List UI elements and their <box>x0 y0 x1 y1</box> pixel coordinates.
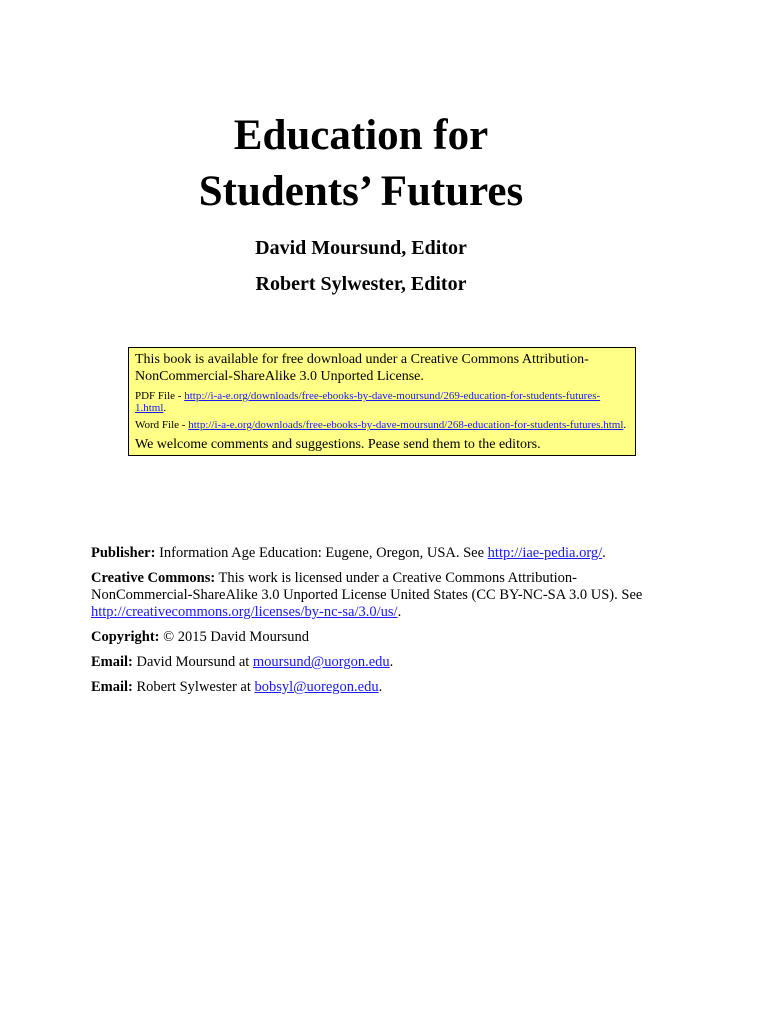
publication-info <box>91 545 651 704</box>
email2-label: Email: <box>91 679 133 695</box>
pdf-file-label: PDF File - <box>135 390 185 402</box>
title-line-2: Students’ Futures <box>198 168 524 215</box>
email-line-2 <box>91 679 651 696</box>
publisher-link[interactable]: http://iae-pedia.org/ <box>487 545 603 561</box>
pdf-period: . <box>163 402 167 414</box>
email1-period: . <box>389 654 394 670</box>
cc-period: . <box>397 604 402 620</box>
publisher-text: Information Age Education: Eugene, Oregon, USA. See <box>155 545 488 561</box>
email1-text: David Moursund at <box>132 654 253 670</box>
pdf-file-line <box>135 390 629 414</box>
notice-closing: We welcome comments and suggestions. Pease send them to the editors. <box>135 437 541 452</box>
email-line-1 <box>91 654 651 671</box>
email2-period: . <box>378 679 383 695</box>
license-notice-box <box>128 347 636 456</box>
email1-link[interactable]: moursund@uorgon.edu <box>252 654 390 670</box>
publisher-period: . <box>602 545 606 561</box>
pdf-file-link[interactable]: http://i-a-e.org/downloads/free-ebooks-by-dave-moursund/269-education-for-students-futures-1.html <box>135 390 601 414</box>
cc-link[interactable]: http://creativecommons.org/licenses/by-nc-sa/3.0/us/ <box>91 604 398 620</box>
creative-commons-line <box>91 570 651 621</box>
copyright-text: © 2015 David Moursund <box>159 629 310 645</box>
editor-1: David Moursund, Editor <box>255 237 467 259</box>
email1-label: Email: <box>91 654 133 670</box>
copyright-label: Copyright: <box>91 629 160 645</box>
publisher-label: Publisher: <box>91 545 156 561</box>
word-file-link[interactable]: http://i-a-e.org/downloads/free-ebooks-by-dave-moursund/268-education-for-students-futures.html <box>188 419 624 431</box>
title-block <box>0 108 722 294</box>
notice-intro: This book is available for free download under a Creative Commons Attribution-NonCommercial-ShareAlike 3.0 Unported License. <box>135 352 589 384</box>
copyright-line <box>91 629 651 646</box>
word-file-line <box>135 419 629 431</box>
word-period: . <box>623 419 627 431</box>
publisher-line <box>91 545 651 562</box>
cc-text: This work is licensed under a Creative Commons Attribution-NonCommercial-ShareAlike 3.0 Unported License United States (CC BY-NC-SA 3.0 US). See <box>91 570 643 603</box>
editor-2: Robert Sylwester, Editor <box>255 273 467 295</box>
cc-label: Creative Commons: <box>91 570 216 586</box>
title-line-1: Education for <box>233 112 489 159</box>
word-file-label: Word File - <box>135 419 189 431</box>
email2-text: Robert Sylwester at <box>132 679 255 695</box>
email2-link[interactable]: bobsyl@uoregon.edu <box>254 679 379 695</box>
